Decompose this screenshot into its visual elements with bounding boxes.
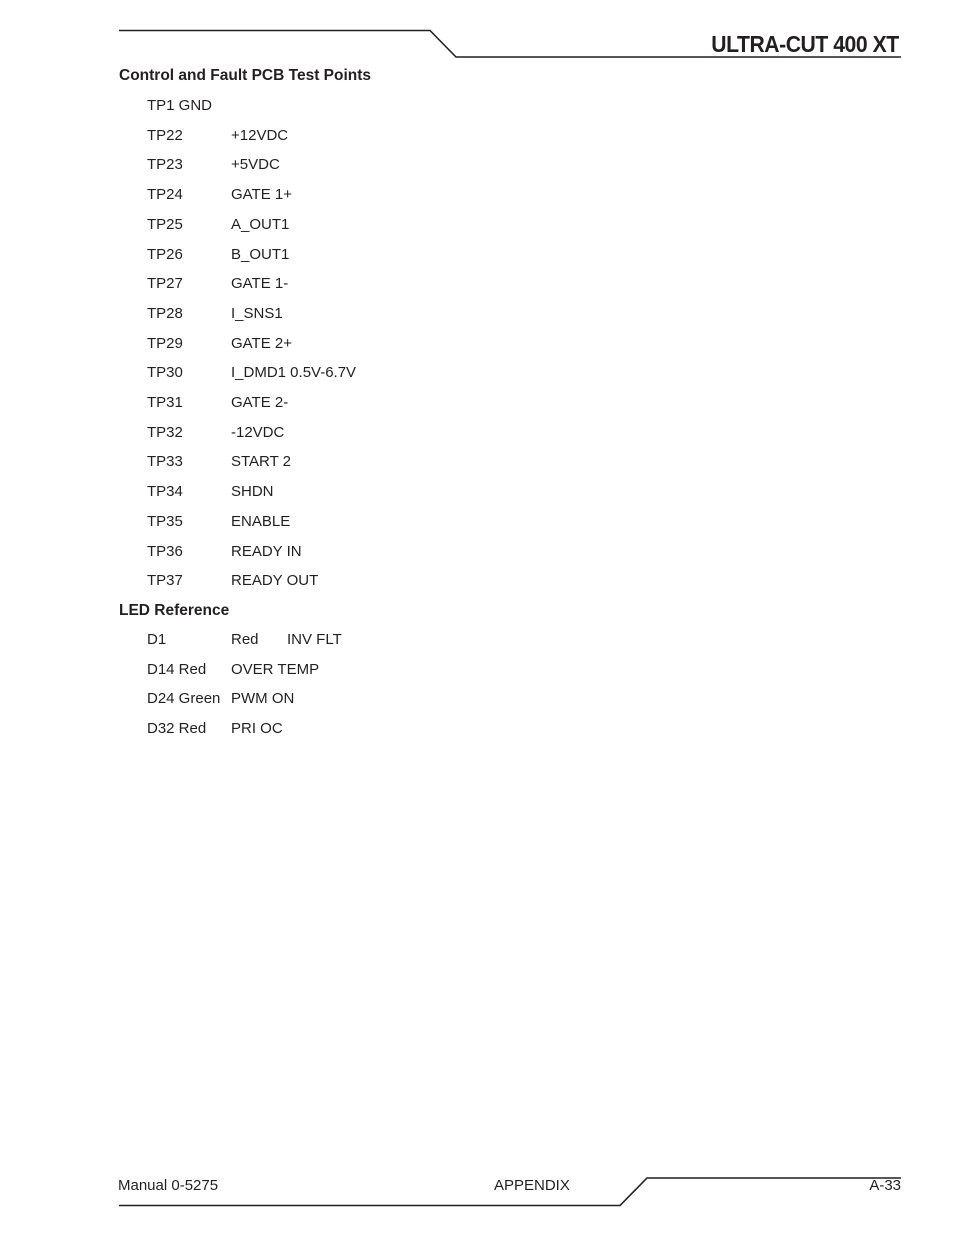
test-point-row-col-1: TP34 xyxy=(147,483,183,501)
footer-manual-number: Manual 0-5275 xyxy=(118,1177,219,1194)
footer-page-number: A-33 xyxy=(869,1177,901,1194)
section-heading-led-reference: LED Reference xyxy=(119,602,230,619)
footer-section-name: APPENDIX xyxy=(494,1177,570,1194)
test-point-row-col-2: READY IN xyxy=(231,542,302,560)
led-row-col-1: D1 xyxy=(147,631,167,648)
test-point-row-col-2: GATE 1- xyxy=(231,275,289,293)
test-point-row-col-1: TP31 xyxy=(147,394,183,411)
test-point-row-col-2: I_DMD1 0.5V-6.7V xyxy=(231,364,357,382)
test-point-row-col-2: GATE 2- xyxy=(231,394,289,411)
test-point-row-col-2: B_OUT1 xyxy=(231,245,290,263)
test-point-row-col-2: -12VDC xyxy=(231,423,285,441)
test-point-row-col-1: TP25 xyxy=(147,215,183,233)
test-point-row-col-2: A_OUT1 xyxy=(231,215,290,233)
test-point-row-col-1: TP33 xyxy=(147,453,183,471)
test-point-row-col-2: GATE 1+ xyxy=(231,186,292,204)
test-point-row-col-2: START 2 xyxy=(231,453,292,471)
test-point-row-col-1: TP28 xyxy=(147,304,183,322)
led-row-col-2: PWM ON xyxy=(231,690,295,708)
section-heading-test-points: Control and Fault PCB Test Points xyxy=(119,67,372,84)
led-row-col-1: D14 Red xyxy=(147,660,207,678)
test-point-row-col-1: TP27 xyxy=(147,275,183,293)
test-point-row-col-1: TP1 GND xyxy=(147,97,213,114)
test-point-row-col-2: +5VDC xyxy=(231,156,280,174)
test-point-row-col-1: TP32 xyxy=(147,423,183,441)
led-row-col-2: PRI OC xyxy=(231,720,283,738)
led-row-col-3: INV FLT xyxy=(287,631,342,648)
test-point-row-col-1: TP22 xyxy=(147,126,183,144)
test-point-row-col-2: SHDN xyxy=(231,483,274,501)
test-point-row-col-2: GATE 2+ xyxy=(231,334,292,352)
led-row-col-1: D32 Red xyxy=(147,720,207,738)
test-point-row-col-1: TP23 xyxy=(147,156,183,174)
test-point-row-col-1: TP37 xyxy=(147,572,183,590)
led-row-col-2: OVER TEMP xyxy=(231,660,320,678)
test-point-row-col-1: TP36 xyxy=(147,542,183,560)
test-point-row-col-1: TP35 xyxy=(147,512,183,530)
product-title: ULTRA-CUT 400 XT xyxy=(711,31,899,57)
test-point-row-col-1: TP26 xyxy=(147,245,183,263)
led-row-col-1: D24 Green xyxy=(147,690,221,708)
test-point-row-col-1: TP29 xyxy=(147,334,183,352)
led-row-col-2: Red xyxy=(231,631,259,648)
test-point-row-col-2: READY OUT xyxy=(231,572,319,590)
test-point-row-col-1: TP30 xyxy=(147,364,183,382)
test-point-row-col-1: TP24 xyxy=(147,186,183,204)
test-point-row-col-2: I_SNS1 xyxy=(231,304,283,322)
test-point-row-col-2: +12VDC xyxy=(231,126,289,144)
test-point-row-col-2: ENABLE xyxy=(231,512,291,530)
